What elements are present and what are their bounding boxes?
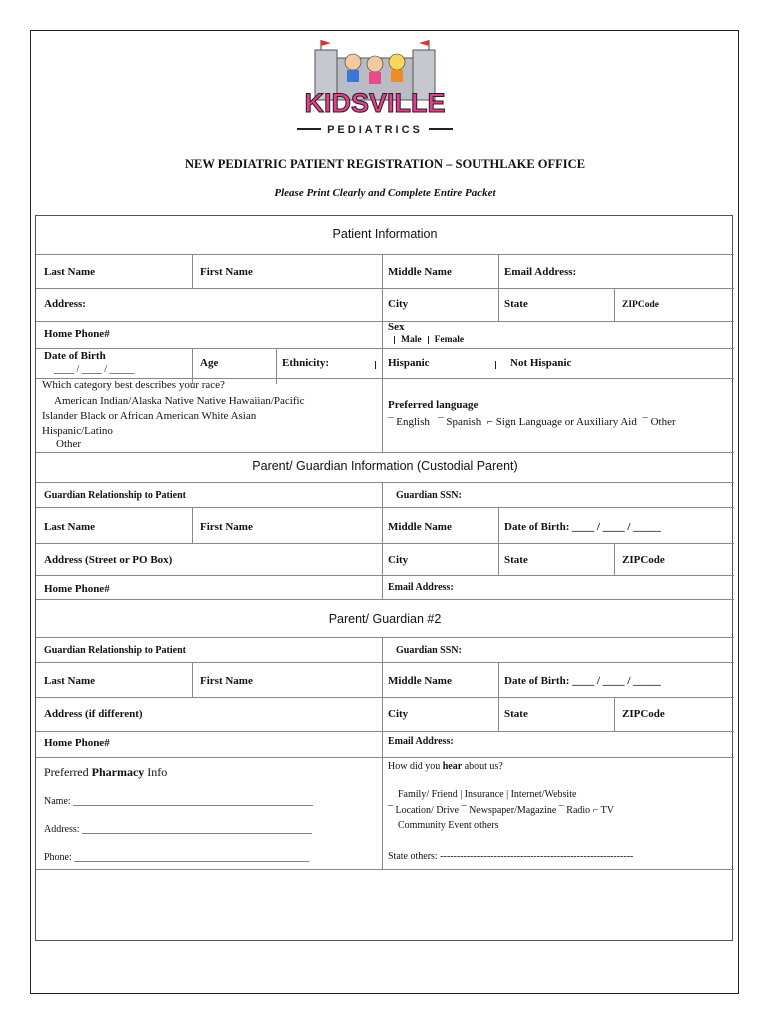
- guardian2-city[interactable]: City: [388, 708, 409, 720]
- guardian2-state[interactable]: State: [504, 708, 528, 720]
- guardian1-address[interactable]: Address (Street or PO Box): [44, 554, 173, 566]
- guardian1-state[interactable]: State: [504, 554, 528, 566]
- race-line-1[interactable]: American Indian/Alaska Native Native Hawaiian/Pacific: [54, 395, 305, 407]
- guardian1-home-phone[interactable]: Home Phone#: [44, 583, 110, 595]
- patient-city[interactable]: City: [388, 298, 409, 310]
- guardian1-middle-name[interactable]: Middle Name: [388, 521, 452, 533]
- sex-options[interactable]: Male Female: [388, 335, 464, 345]
- patient-home-phone[interactable]: Home Phone#: [44, 328, 110, 340]
- guardian2-home-phone[interactable]: Home Phone#: [44, 737, 110, 749]
- guardian2-section-title: Parent/ Guardian #2: [328, 612, 442, 626]
- registration-form: [35, 215, 733, 941]
- hispanic-checkbox[interactable]: [375, 361, 376, 369]
- guardian1-first-name[interactable]: First Name: [200, 521, 253, 533]
- pharmacy-address[interactable]: Address: ______________________________________________: [44, 824, 313, 835]
- race-question: Which category best describes your race?: [42, 379, 225, 391]
- patient-last-name[interactable]: Last Name: [44, 266, 96, 278]
- guardian1-ssn[interactable]: Guardian SSN:: [396, 490, 462, 501]
- referral-line-1[interactable]: Family/ Friend | Insurance | Internet/Website: [398, 789, 577, 800]
- patient-sex: Sex: [388, 321, 405, 333]
- guardian1-last-name[interactable]: Last Name: [44, 521, 96, 533]
- ethnicity-hispanic[interactable]: Hispanic: [388, 357, 430, 369]
- guardian2-first-name[interactable]: First Name: [200, 675, 253, 687]
- patient-address[interactable]: Address:: [44, 298, 86, 310]
- patient-zip[interactable]: ZIPCode: [622, 300, 659, 310]
- svg-text:PEDIATRICS: PEDIATRICS: [327, 124, 423, 136]
- guardian1-city[interactable]: City: [388, 554, 409, 566]
- race-line-3[interactable]: Hispanic/Latino: [42, 425, 113, 437]
- svg-text:KIDSVILLE: KIDSVILLE: [304, 88, 446, 118]
- patient-first-name[interactable]: First Name: [200, 266, 253, 278]
- guardian2-email[interactable]: Email Address:: [388, 736, 454, 747]
- referral-question: How did you hear about us?: [388, 761, 503, 772]
- pharmacy-phone[interactable]: Phone: _______________________________________________: [44, 852, 310, 863]
- page-subtitle: Please Print Clearly and Complete Entire Packet: [274, 187, 496, 199]
- guardian1-dob[interactable]: Date of Birth: ____ / ____ / _____: [504, 521, 661, 533]
- guardian2-zip[interactable]: ZIPCode: [622, 708, 665, 720]
- language-options[interactable]: ¯ English ¯ Spanish ⌐ Sign Language or Auxiliary Aid ¯ Other: [388, 416, 676, 428]
- patient-age[interactable]: Age: [200, 357, 219, 369]
- guardian2-middle-name[interactable]: Middle Name: [388, 675, 452, 687]
- guardian1-zip[interactable]: ZIPCode: [622, 554, 665, 566]
- patient-dob-blank[interactable]: ____ / ____ / _____: [54, 364, 135, 375]
- ethnicity-not-hispanic[interactable]: Not Hispanic: [510, 357, 572, 369]
- pharmacy-title: Preferred Pharmacy Info: [44, 765, 168, 779]
- patient-middle-name[interactable]: Middle Name: [388, 266, 452, 278]
- guardian2-address[interactable]: Address (if different): [44, 708, 143, 720]
- preferred-language: Preferred language: [388, 399, 479, 411]
- guardian1-relationship[interactable]: Guardian Relationship to Patient: [44, 490, 186, 501]
- guardian2-relationship[interactable]: Guardian Relationship to Patient: [44, 645, 186, 656]
- patient-dob[interactable]: Date of Birth: [44, 350, 106, 362]
- referral-state-others[interactable]: State others: ----------------------------------------------------------: [388, 851, 634, 862]
- referral-line-3[interactable]: Community Event others: [398, 820, 499, 831]
- guardian2-dob[interactable]: Date of Birth: ____ / ____ / _____: [504, 675, 661, 687]
- page-title: NEW PEDIATRIC PATIENT REGISTRATION – SOUTHLAKE OFFICE: [184, 157, 586, 171]
- patient-state[interactable]: State: [504, 298, 528, 310]
- race-line-2[interactable]: Islander Black or African American White Asian: [42, 410, 257, 422]
- not-hispanic-checkbox[interactable]: [495, 361, 496, 369]
- guardian1-section-title: Parent/ Guardian Information (Custodial Parent): [252, 459, 518, 473]
- race-line-4[interactable]: Other: [56, 438, 82, 450]
- patient-email[interactable]: Email Address:: [504, 266, 577, 278]
- patient-section-title: Patient Information: [332, 227, 438, 241]
- guardian2-last-name[interactable]: Last Name: [44, 675, 96, 687]
- kidsville-logo: [287, 40, 463, 140]
- referral-line-2[interactable]: ¯ Location/ Drive ¯ Newspaper/Magazine ¯ Radio ⌐ TV: [388, 805, 614, 816]
- guardian2-ssn[interactable]: Guardian SSN:: [396, 645, 462, 656]
- pharmacy-name[interactable]: Name: ________________________________________________: [44, 796, 314, 807]
- patient-ethnicity: Ethnicity:: [282, 357, 330, 369]
- guardian1-email[interactable]: Email Address:: [388, 582, 454, 593]
